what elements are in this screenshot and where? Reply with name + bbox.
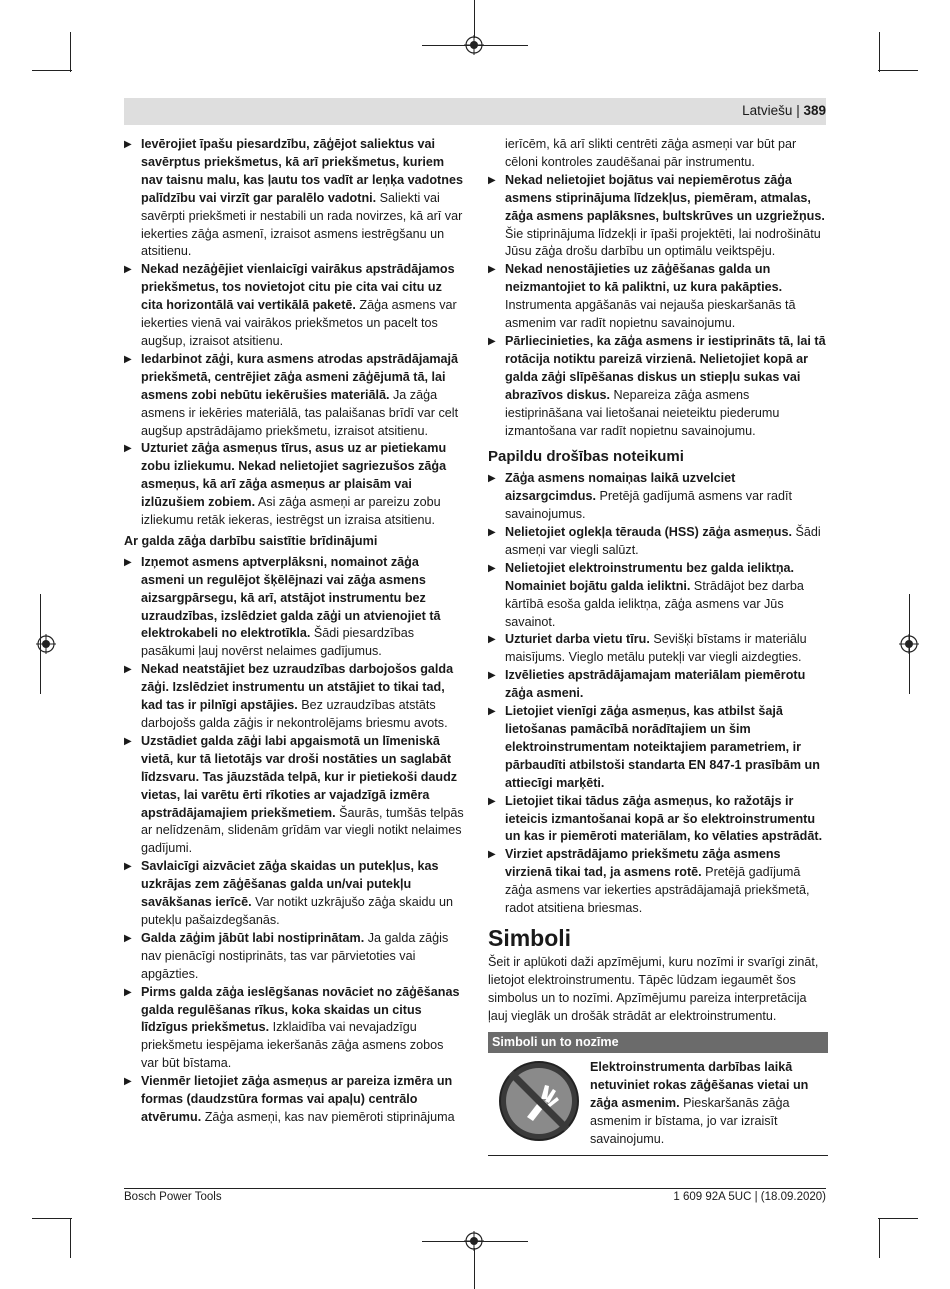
bullet-icon: ▶ <box>488 706 496 718</box>
crop-mark <box>70 32 71 72</box>
registration-mark-icon <box>464 35 484 55</box>
list-item-text: Var notikt uzkrājušo zāģa skaidu un putekļu pašaizdegšanās. <box>141 895 454 927</box>
bullet-list <box>488 470 828 918</box>
crop-mark <box>474 1248 475 1289</box>
bullet-icon: ▶ <box>488 849 496 861</box>
bullet-icon: ▶ <box>124 735 132 747</box>
list-item-text: Instrumenta apgāšanās vai nejauša pieskaršanās tā asmenim var radīt nopietnu savainojumu. <box>505 298 796 331</box>
list-item-text: Asi zāģa asmeņi ar pareizu zobu izliekumu retāk iekeras, iestrēgst un izraisa atsitienu. <box>141 495 441 528</box>
bullet-icon: ▶ <box>124 932 132 944</box>
registration-mark-icon <box>899 634 919 654</box>
list-item-bold: Savlaicīgi aizvāciet zāģa skaidas un putekļus, kas uzkrājas zem zāģēšanas galda un/vai putekļu savākšanas ierīcē. <box>141 859 439 910</box>
crop-mark <box>878 70 918 71</box>
bullet-icon: ▶ <box>124 353 132 365</box>
list-item-bold: Ievērojiet īpašu piesardzību, zāģējot saliektus vai savērptus priekšmetus, kā arī priekšmetus, kuriem nav taisnu malu, kas ļautu tos vadīt ar leņķa vadotnes palīdzību vai virzīt gar paralēlo vadotni. <box>141 137 463 205</box>
symbol-description-text: Pieskaršanās zāģa asmenim ir bīstama, jo var izraisīt savainojumu. <box>590 1096 790 1147</box>
list-item <box>124 858 464 930</box>
crop-mark <box>70 1218 71 1258</box>
list-item <box>124 930 464 984</box>
bullet-icon: ▶ <box>488 527 496 539</box>
symbols-intro: Šeit ir aplūkoti daži apzīmējumi, kuru nozīmi ir svarīgi zināt, lietojot elektroinstrumentu. Tāpēc lūdzam iegaumēt šos simbolus un to nozīmi. Apzīmējumu pareiza interpretācija ļauj vieglāk un drošāk strādāt ar elektroinstrumentu. <box>488 954 819 1023</box>
bullet-icon: ▶ <box>124 139 132 150</box>
list-item <box>124 984 464 1074</box>
list-item-text: Šādi piesardzības pasākumi ļauj novērst nelaimes gadījumus. <box>141 626 415 659</box>
list-item-bold: Uzstādiet galda zāģi labi apgaismotā un līmeniskā vietā, kur tā lietotājs var droši nostāties un saglabāt līdzsvaru. Tas jāuzstāda telpā, kur ir pietiekoši daudz vietas, lai varētu ērti rīkoties ar vajadzīgā izmēra apstrādājamajiem priekšmetiem. <box>141 733 458 820</box>
bullet-icon: ▶ <box>488 264 496 276</box>
bullet-icon: ▶ <box>124 664 132 676</box>
list-item-bold: Lietojiet tikai tādus zāģa asmeņus, ko ražotājs ir ieteicis izmantošanai kopā ar šo elektroinstrumentu un kas ir piemēroti materiālam, ko vēlaties apstrādāt. <box>505 793 823 844</box>
bullet-list <box>124 136 464 530</box>
footer-doc-id: 1 609 92A 5UC | (18.09.2020) <box>673 1191 826 1203</box>
list-item-bold: Uzturiet darba vietu tīru. <box>505 632 650 647</box>
table-row <box>488 1053 828 1156</box>
list-item <box>488 261 828 333</box>
list-item-bold: Nelietojiet elektroinstrumentu bez galda ieliktņa. Nomainiet bojātu galda ieliktni. <box>505 560 795 593</box>
list-item-text: Izklaidība vai nevajadzīgu priekšmetu iespējama iekeršanās zāģa asmens zobos var būt bīstama. <box>141 1020 444 1071</box>
bullet-icon: ▶ <box>488 562 496 574</box>
list-item-bold: Galda zāģim jābūt labi nostiprinātam. <box>141 930 365 945</box>
list-item-bold: Nekad nenostājieties uz zāģēšanas galda un neizmantojiet to kā paliktni, uz kura pakāpties. <box>505 262 783 295</box>
registration-mark-icon <box>464 1231 484 1251</box>
list-item-bold: Nelietojiet oglekļa tērauda (HSS) zāģa asmeņus. <box>505 525 792 540</box>
list-item <box>488 703 828 793</box>
list-item <box>488 846 828 918</box>
bullet-icon: ▶ <box>488 335 496 347</box>
crop-mark <box>878 1218 918 1219</box>
list-item <box>488 172 828 262</box>
list-item-bold: Nekad nezāģējiet vienlaicīgi vairākus apstrādājamos priekšmetus, tos novietojot citu pie cita vai citu uz cita horizontālā vai vertikālā paketē. <box>141 262 455 313</box>
left-column <box>124 136 464 1127</box>
list-item-bold: Iedarbinot zāģi, kura asmens atrodas apstrādājamajā priekšmetā, centrējiet zāģa asmeni zāģējumā tā, lai asmens zobi nebūtu iekērušies materiālā. <box>141 351 459 402</box>
list-item-bold: Izņemot asmens aptverplāksni, nomainot zāģa asmeni un regulējot šķēlējnazi vai zāģa asmens aizsargpārsegu, kā arī, atstājot instrumentu bez uzraudzības, izslēdziet galda zāģi un atvienojiet tā elektrokabeli no elektrotīkla. <box>141 554 441 641</box>
list-item-text: Zāģa asmens var iekerties vienā vai vairākos priekšmetos un pacelt tos augšup, izraisot atsitienu. <box>141 298 457 348</box>
list-item <box>124 261 464 351</box>
bullet-icon: ▶ <box>488 670 496 682</box>
subheading: Papildu drošības noteikumi <box>488 448 684 466</box>
list-item <box>488 631 828 667</box>
table-header: Simboli un to nozīme <box>488 1032 828 1054</box>
right-column <box>488 136 828 1156</box>
list-item-bold: Lietojiet vienīgi zāģa asmeņus, kas atbilst šajā lietošanas pamācībā norādītajiem un šim elektroinstrumentam noteiktajiem parametriem, ir pārbaudīti atbilstoši standarta EN 847-1 prasībām un attiecīgi marķēti. <box>505 704 820 790</box>
symbol-cell <box>488 1059 590 1149</box>
list-item-text: Strādājot bez darba kārtībā esoša galda ieliktņa, zāģa asmens var Jūs savainot. <box>505 578 804 629</box>
list-item-text: Pretējā gadījumā zāģa asmens var iekerties apstrādājamajā priekšmetā, radot atsitiena briesmas. <box>505 865 810 916</box>
list-item-text: Pretējā gadījumā asmens var radīt savainojumus. <box>505 489 792 522</box>
crop-mark <box>32 1218 72 1219</box>
list-item <box>124 136 464 261</box>
header-separator: | <box>796 103 800 118</box>
symbol-description-bold: Elektroinstrumenta darbības laikā netuviniet rokas zāģēšanas vietai un zāģa asmenim. <box>590 1060 809 1111</box>
section-heading: Ar galda zāģa darbību saistītie brīdinājumi <box>124 533 378 548</box>
list-item-bold: Virziet apstrādājamo priekšmetu zāģa asmens virzienā tikai tad, ja asmens rotē. <box>505 847 781 880</box>
list-item-bold: Izvēlieties apstrādājamajam materiālam piemērotu zāģa asmeni. <box>505 668 806 701</box>
list-item-text: Zāģa asmeņi, kas nav piemēroti stiprinājuma <box>201 1109 455 1124</box>
list-item <box>488 333 828 440</box>
list-item <box>124 733 464 858</box>
header-language: Latviešu <box>742 103 793 118</box>
list-item-text: Šie stiprinājuma līdzekļi ir īpaši projektēti, lai nodrošinātu Jūsu zāģa drošu darbību un optimālu veiktspēju. <box>505 226 821 259</box>
crop-mark <box>474 0 475 38</box>
crop-mark <box>32 70 72 71</box>
list-item <box>124 351 464 441</box>
list-item-text: Sevišķi bīstams ir materiālu maisījums. Vieglo metālu putekļi var viegli aizdegties. <box>505 632 807 665</box>
list-item-text: Ja galda zāģis nav pienācīgi nostiprināts, tas var pārvietoties vai apgāzties. <box>141 930 449 981</box>
list-item <box>488 560 828 632</box>
symbols-heading: Simboli <box>488 924 572 951</box>
bullet-icon: ▶ <box>124 556 132 568</box>
list-item-bold: Uzturiet zāģa asmeņus tīrus, asus uz ar pietiekamu zobu izliekumu. Nekad nelietojiet sagriezušos zāģa asmeņus, kā arī zāģa asmeņus ar plaisām vai izlūzušiem zobiem. <box>141 441 447 510</box>
list-item-bold: Zāģa asmens nomaiņas laikā uzvelciet aizsargcimdus. <box>505 471 736 504</box>
list-item <box>488 470 828 524</box>
list-item <box>124 554 464 661</box>
list-item-text: Šaurās, tumšās telpās ar nelīdzenām, slidenām grīdām var viegli notikt nelaimes gadījumi. <box>141 805 464 856</box>
footer-rule <box>124 1188 826 1189</box>
list-item <box>124 1073 464 1127</box>
registration-mark-icon <box>36 634 56 654</box>
bullet-icon: ▶ <box>124 986 132 998</box>
list-item <box>488 793 828 847</box>
list-item-text: Nepareiza zāģa asmens iestiprināšana vai lietošanai neieteiktu piederumu izmantošana var radīt nopietnu savainojumu. <box>505 387 780 438</box>
list-item <box>488 524 828 560</box>
crop-mark <box>879 32 880 72</box>
list-item-bold: Nekad neatstājiet bez uzraudzības darbojošos galda zāģi. Izslēdziet instrumentu un atstājiet to tikai tad, kad tas ir pilnīgi apstājies. <box>141 662 454 713</box>
bullet-list <box>124 554 464 1127</box>
bullet-icon: ▶ <box>124 443 132 455</box>
list-item-text: Šādi asmeņi var viegli salūzt. <box>505 525 821 557</box>
list-item <box>124 440 464 530</box>
list-item-text: Saliekti vai savērpti priekšmeti ir nestabili un rada novirzes, kā arī var iekerties zāģa asmenī, izraisot asmens iestrēgšanu un atsitienu. <box>141 190 463 259</box>
bullet-icon: ▶ <box>124 861 132 873</box>
footer-brand: Bosch Power Tools <box>124 1191 222 1203</box>
header-bar <box>124 98 826 125</box>
list-item-text: Bez uzraudzības atstāts darbojošs galda zāģis ir nekontrolējams briesmu avots. <box>141 698 448 730</box>
list-item <box>488 667 828 703</box>
list-item-bold: Nekad nelietojiet bojātus vai nepiemērotus zāģa asmens stiprinājuma līdzekļus, piemēram, atmalas, zāģa asmens paplāksnes, bultskrūves un uzgriežņus. <box>505 172 825 223</box>
list-item-text: Ja zāģa asmens ir iekēries materiālā, tas palaišanas brīdī var celt augšup apstrādājamo priekšmetu, izraisot atsitienu. <box>141 387 459 438</box>
continuation-text: ierīcēm, kā arī slikti centrēti zāģa asmeņi var būt par cēloni kontroles zaudēšanai pār instrumentu. <box>505 137 797 169</box>
bullet-icon: ▶ <box>124 264 132 276</box>
list-item-bold: Pirms galda zāģa ieslēgšanas novāciet no zāģēšanas galda regulēšanas rīkus, koka skaidas un citus līdzīgus priekšmetus. <box>141 984 460 1035</box>
list-item-bold: Vienmēr lietojiet zāģa asmeņus ar pareiza izmēra un formas (daudzstūra formas vai apaļu) centrālo atvērumu. <box>141 1074 453 1124</box>
bullet-icon: ▶ <box>488 174 496 186</box>
symbol-description <box>590 1059 828 1149</box>
bullet-icon: ▶ <box>488 795 496 807</box>
no-hands-near-blade-icon <box>497 1059 581 1143</box>
page-header <box>742 103 826 118</box>
list-item-bold: Pārliecinieties, ka zāģa asmens ir iestiprināts tā, lai tā rotācija notiktu pareizā virzienā. Nelietojiet kopā ar galda zāģi slīpēšanas diskus un stiepļu sukas vai abrazīvos diskus. <box>505 333 826 402</box>
bullet-icon: ▶ <box>124 1076 132 1088</box>
bullet-icon: ▶ <box>488 473 496 485</box>
bullet-icon: ▶ <box>488 634 496 646</box>
page-number: 389 <box>803 103 826 118</box>
list-item <box>124 661 464 733</box>
crop-mark <box>879 1218 880 1258</box>
bullet-list <box>488 172 828 441</box>
